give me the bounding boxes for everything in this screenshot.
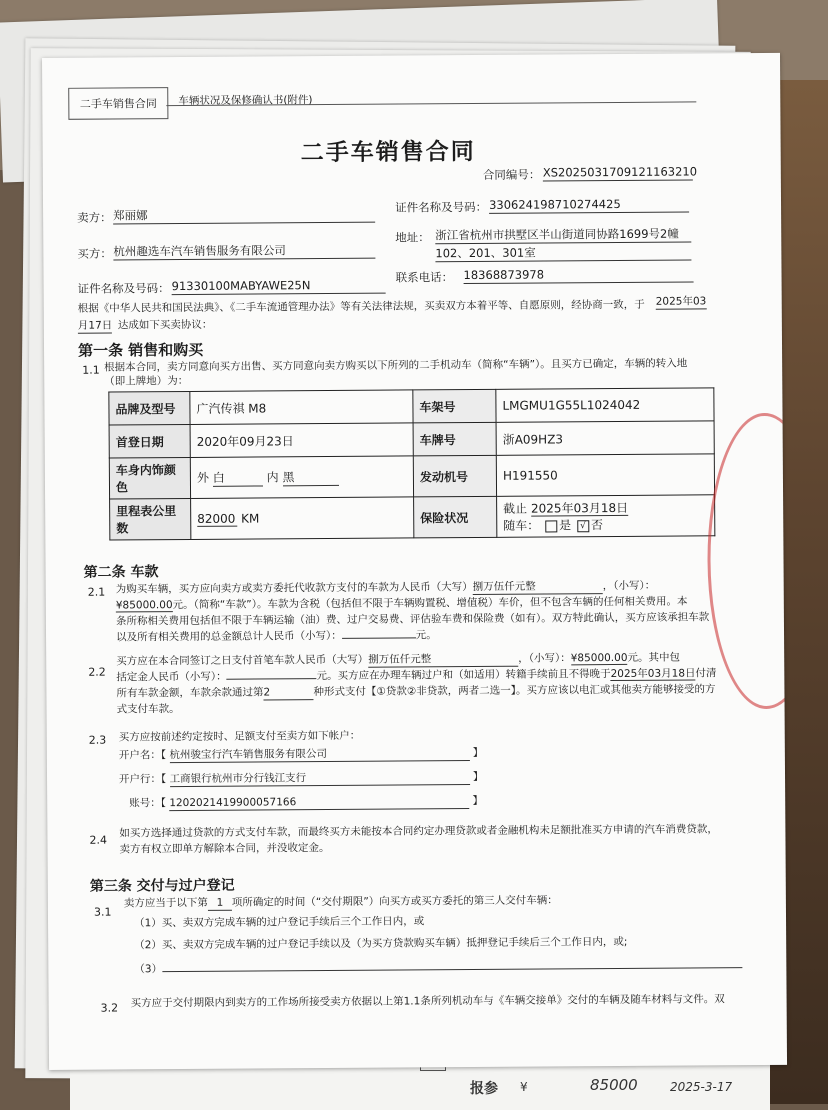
clause-3-1-option2: （2）买、卖双方完成车辆的过户登记手续以及（为买方贷款购买车辆）抵押登记手续后三个工作日内，或; <box>134 935 628 952</box>
payment-deadline: 2025年03月18日 <box>610 667 696 681</box>
clause-2-2-line1-c: ，（小写）： <box>518 652 571 665</box>
table-row <box>109 421 714 458</box>
clause-2-1-line4 <box>116 629 437 644</box>
contract-page <box>42 53 787 1070</box>
clause-2-1-number: 2.1 <box>87 585 106 599</box>
clause-3-1-line1-c: 项所确定的时间（“交付期限”）向买方或买方委托的第三人交付车辆： <box>231 894 558 909</box>
bank-name-row: 开户行：【 工商银行杭州市分行钱江支行 】 <box>118 770 484 786</box>
clause-2-1-line1 <box>116 580 656 597</box>
clause-2-2-line2-d: 付清 <box>695 667 717 680</box>
mileage-cell <box>191 497 414 540</box>
clause-2-2-line1-a: 买方应在本合同签订之日支付首笔车款人民币（大写） <box>116 653 369 668</box>
deposit-blank <box>227 678 317 680</box>
insurance-label: 保险状况 <box>414 496 497 538</box>
engine-label: 发动机号 <box>413 455 496 497</box>
vin-label: 车架号 <box>413 389 496 423</box>
clause-3-1-option1: （1）买、卖双方完成车辆的过户登记手续后三个工作日内，或 <box>134 915 425 930</box>
tab-sales-contract: 二手车销售合同 <box>68 87 168 120</box>
vehicle-info-table <box>108 387 715 540</box>
clause-2-2-number: 2.2 <box>88 665 106 679</box>
preamble-date-a: 2025年03 <box>655 295 707 308</box>
buyer-address-line2: 102、201、301室 <box>435 245 691 262</box>
contract-no: XS202503170912116321​0 <box>542 164 698 180</box>
clause-2-4-line2: 卖方有权立即单方解除本合同，并没收定金。 <box>119 842 330 856</box>
article1-title: 第一条 销售和购买 <box>77 340 204 360</box>
clause-1-1-text1: 根据本合同，卖方同意向买方出售、买方同意向卖方购买以下所列的二手机动车（简称“车辆”）。且买方已确定，车辆的转入地 <box>104 357 688 374</box>
preamble-line1: 根据《中华人民共和国民法典》、《二手车流通管理办法》等有关法律法规，买卖双方本着平等、自愿原则，经协商一致，于 <box>77 298 645 315</box>
clause-1-1-text2: （即上牌地）为： <box>104 374 189 388</box>
clause-1-1-number: 1.1 <box>82 363 100 377</box>
follow-yes-checkbox <box>545 520 557 532</box>
clause-2-1-line1-a: 为购买车辆，买方应向卖方或卖方委托代收款方支付的车款为人民币（大写） <box>115 581 473 596</box>
clause-2-4-number: 2.4 <box>89 833 108 847</box>
option3-blank <box>162 967 742 972</box>
follow-yes-label: 是 <box>559 518 572 533</box>
delivery-option-choice: 1 <box>208 897 232 911</box>
article2-title: 第二条 车款 <box>83 564 159 581</box>
slip-cell-amount: 85000 <box>590 1076 638 1094</box>
clause-3-1-option3-label: （3） <box>134 963 163 976</box>
clause-2-2-line2-a: 括定金人民币（小写）： <box>116 670 227 684</box>
insurance-line <box>503 498 708 516</box>
table-row <box>109 454 714 499</box>
first-payment-figures: ¥85000.00 <box>570 651 628 665</box>
red-seal-stamp <box>706 413 787 710</box>
brand-label: 品牌及型号 <box>109 391 190 425</box>
bank-name-label: 开户行： <box>118 773 162 786</box>
seller-label: 卖方： <box>77 210 112 225</box>
bank-account-label: 账号： <box>129 797 161 810</box>
clause-2-1-line3: 条所称相关费用包括但不限于车辆运输（油）费、过户交易费、评估验车费和保险费（如有）。双方特此确认，买方应该承担车款 <box>115 611 710 628</box>
follow-no-label: 否 <box>590 518 604 533</box>
follow-line <box>503 515 708 533</box>
bank-account-row: 账号：【 1202021419900057166 】 <box>129 794 484 810</box>
follow-label: 随车： <box>503 518 540 533</box>
table-row <box>110 495 715 540</box>
brand-value: 广汽传祺 M8 <box>190 390 413 425</box>
amount-in-figures: ¥85000.00 <box>115 599 173 612</box>
buyer-address-line1: 浙江省杭州市拱墅区半山街道同协路1699号2幢 <box>435 227 691 244</box>
color-label: 车身内饰颜色 <box>109 457 190 499</box>
contract-no-label: 合同编号： <box>482 167 541 182</box>
clause-2-2-line1-e: 元。其中包 <box>627 651 681 664</box>
color-value <box>190 456 413 499</box>
reg-date-value: 2020年09月23日 <box>190 423 413 458</box>
seller-id-label: 证件名称及号码： <box>395 199 488 215</box>
clause-2-1-line2-b: 元。（简称“车款”）。车款为含税（包括但不限于车辆购置税、增值税）车价，但不包含车辆的任何相关费用。本 <box>172 595 688 612</box>
clause-3-1-number: 3.1 <box>93 905 112 919</box>
clause-2-4-line1: 如买方选择通过贷款的方式支付车款，而最终买方未能按本合同约定办理贷款或者金融机构未足额批准买方申请的汽车消费贷款， <box>119 823 718 840</box>
clause-2-3-line1: 买方应按前述约定按时、足额支付至卖方如下帐户： <box>118 729 361 744</box>
clause-2-2-line1 <box>116 652 680 670</box>
clause-2-3-number: 2.3 <box>88 733 107 747</box>
seller-name: 郑丽娜 <box>113 208 375 225</box>
clause-3-2-number: 3.2 <box>100 1001 119 1015</box>
first-payment-words: 捌万伍仟元整 <box>368 653 518 668</box>
bank-holder: 杭州骏宝行汽车销售服务有限公司 <box>169 747 469 763</box>
mileage-unit: KM <box>240 510 260 526</box>
insurance-date: 2025年03月18日 <box>530 500 629 516</box>
exterior-prefix: 外 <box>196 470 209 485</box>
buyer-address-label: 地址： <box>395 230 430 245</box>
insurance-prefix: 截止 <box>503 501 528 516</box>
buyer-name: 杭州趣选车汽车销售服务有限公司 <box>113 244 375 261</box>
engine-value: H191550 <box>496 454 714 497</box>
mileage-label: 里程表公里数 <box>110 498 191 540</box>
interior-prefix: 内 <box>266 470 279 485</box>
clause-2-1-line2 <box>116 596 688 613</box>
clause-2-1-line4-b: 元。 <box>415 629 437 642</box>
clause-3-2-line1: 买方应于交付期限内到卖方的工作场所接受卖方依据以上第1.1条所列机动车与《车辆交接单》交付的车辆及随车材料与文件。双 <box>130 993 725 1010</box>
vin-value: LMGMU1G55L1024042 <box>496 388 714 423</box>
clause-2-2-line3-c: 种形式支付【①贷款②非贷款，两者二选一】。买方应该以电汇或其他卖方能够接受的方 <box>313 683 716 699</box>
page-title: 二手车销售合同 <box>300 138 476 167</box>
clause-2-2-line3 <box>116 683 715 701</box>
mileage-value: 82000 <box>197 511 236 526</box>
exterior-color: 白 <box>213 468 263 486</box>
follow-no-checkbox: √ <box>577 520 589 532</box>
clause-2-2-line2 <box>116 667 716 684</box>
buyer-id: 91330100MABYAWE25N <box>172 279 386 295</box>
clause-2-2-line4: 式支付车款。 <box>116 703 180 716</box>
reg-date-label: 首登日期 <box>109 424 190 458</box>
plate-label: 车牌号 <box>413 422 496 456</box>
total-amount-blank <box>342 637 416 639</box>
preamble-date-b: 月17日 <box>77 319 113 332</box>
preamble-line2: 达成如下买卖协议： <box>117 318 213 332</box>
amount-in-words: 捌万伍仟元整 <box>473 580 603 595</box>
buyer-id-label: 证件名称及号码： <box>77 281 170 296</box>
seller-id: 330624198710274425 <box>489 197 689 213</box>
clause-3-1-line1-a: 卖方应当于以下第 <box>123 896 208 910</box>
buyer-phone: 18368873978 <box>463 267 693 283</box>
tab-vehicle-condition: 车辆状况及保修确认书(附件) <box>178 94 313 108</box>
bank-holder-label: 开户名： <box>118 749 161 762</box>
clause-3-1-option3 <box>134 959 742 976</box>
bank-account: 1202021419900057166 <box>169 795 469 811</box>
clause-2-2-line3-a: 所有车款金额，车款余款通过第 <box>116 686 264 700</box>
insurance-cell <box>497 495 715 538</box>
article3-title: 第三条 交付与过户登记 <box>89 877 235 895</box>
payment-method-choice: 2 <box>263 686 313 700</box>
clause-2-1-line1-c: ，（小写）： <box>602 579 656 593</box>
buyer-label: 买方： <box>77 246 112 261</box>
slip-cell-date: 2025-3-17 <box>670 1080 733 1094</box>
clause-2-1-line4-a: 以及所有相关费用的总金额总计人民币（小写）： <box>116 629 342 644</box>
clause-2-2-line2-b: 元。买方应在办理车辆过户和（如适用）转籍手续前且不得晚于 <box>316 668 611 683</box>
bank-holder-row: 开户名：【 杭州骏宝行汽车销售服务有限公司 】 <box>118 746 484 762</box>
table-row <box>109 388 714 425</box>
clause-3-1-line1 <box>124 894 558 911</box>
bank-name: 工商银行杭州市分行钱江支行 <box>170 771 470 787</box>
slip-cell-label: 报参 <box>470 1081 498 1097</box>
buyer-phone-label: 联系电话： <box>395 270 454 285</box>
plate-value: 浙A09HZ3 <box>496 421 714 456</box>
slip-cell-yen: ¥ <box>520 1080 528 1094</box>
interior-color: 黑 <box>282 468 338 486</box>
